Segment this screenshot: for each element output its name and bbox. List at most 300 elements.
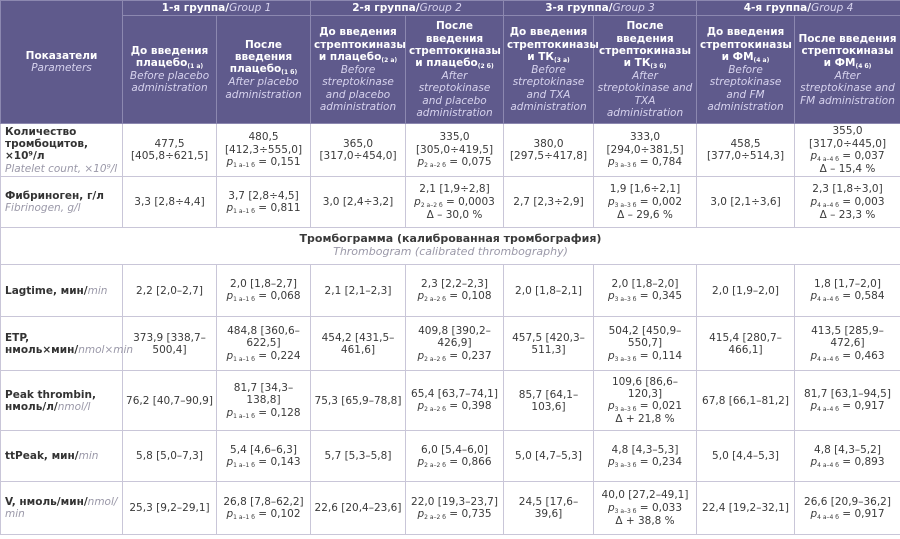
p-text: = 0,234 xyxy=(636,455,683,468)
data-cell xyxy=(406,317,504,371)
p-value xyxy=(220,202,307,215)
p-subscript: 3 а–3 б xyxy=(614,355,637,363)
p-subscript: 1 а–1 б xyxy=(233,355,255,363)
data-cell xyxy=(217,124,311,177)
p-subscript: 1 а–1 б xyxy=(233,207,255,215)
cell-value: 5,0 [4,4–5,3] xyxy=(712,450,779,463)
cell-value: 81,7 [63,1–94,5] xyxy=(804,388,891,401)
cell-value: 109,6 [86,6–120,3] xyxy=(611,375,679,401)
data-cell xyxy=(504,124,594,177)
data-cell xyxy=(504,371,594,431)
p-symbol: p xyxy=(414,195,421,208)
p-text: = 0,102 xyxy=(254,507,301,520)
table-row xyxy=(1,124,900,177)
table-row xyxy=(1,317,900,371)
p-value xyxy=(409,400,500,413)
parameter-name-ru: Lagtime, мин/ xyxy=(5,284,88,297)
p-value xyxy=(220,508,307,521)
data-cell xyxy=(594,431,697,482)
p-value xyxy=(597,290,693,303)
p-subscript: 4 а–4 б xyxy=(817,513,839,521)
p-subscript: 2 а–2 б xyxy=(424,513,446,521)
cell-value: 3,0 [2,4÷3,2] xyxy=(322,196,394,209)
p-value xyxy=(798,400,897,413)
column-header-ru: После введения стрептокиназы и ТК xyxy=(599,20,691,70)
data-cell xyxy=(697,265,795,317)
data-cell xyxy=(594,265,697,317)
cell-value: 415,4 [280,7–466,1] xyxy=(709,331,782,356)
table-row xyxy=(1,265,900,317)
param-header-ru: Показатели xyxy=(25,49,98,62)
cell-value: 355,0 [317,0÷445,0] xyxy=(808,125,887,150)
data-cell xyxy=(123,482,217,535)
column-header-ru: До введения стрептокиназы и ТК xyxy=(507,26,599,63)
p-subscript: 1 а–1 б xyxy=(233,162,255,170)
group-header: 1-я группа/Group 1 xyxy=(123,1,311,16)
p-subscript: 3 а–3 б xyxy=(614,201,637,209)
parameter-name xyxy=(1,265,123,317)
parameter-name-ru: Фибриноген, г/л xyxy=(5,190,104,202)
data-cell xyxy=(504,265,594,317)
p-value xyxy=(409,156,500,169)
parameter-name-ru: ETP, нмоль×мин/ xyxy=(5,331,79,356)
table-row xyxy=(1,431,900,482)
p-text: = 0,021 xyxy=(636,400,683,413)
cell-value: 5,8 [5,0–7,3] xyxy=(136,450,203,463)
data-cell xyxy=(123,317,217,371)
cell-value: 335,0 [305,0÷419,5] xyxy=(415,131,494,156)
parameter-name-ru: Peak thrombin, нмоль/л/ xyxy=(5,388,96,413)
cell-value: 2,3 [1,8÷3,0] xyxy=(812,183,883,196)
column-header-en: After streptokinase and TXA administration xyxy=(597,70,693,119)
p-symbol: p xyxy=(417,455,425,468)
data-cell xyxy=(594,482,697,535)
table-row xyxy=(1,371,900,431)
p-subscript: 2 а–2 б xyxy=(424,406,446,414)
column-header xyxy=(311,16,406,124)
p-text: = 0,033 xyxy=(636,501,683,514)
data-cell xyxy=(311,265,406,317)
cell-value: 22,4 [19,2–32,1] xyxy=(702,502,789,515)
param-header xyxy=(1,1,123,124)
p-subscript: 2 а–2 б xyxy=(424,162,446,170)
column-header-en: Before streptokinase and TXA administration xyxy=(510,64,587,113)
cell-value: 26,6 [20,9–36,2] xyxy=(804,495,891,508)
p-subscript: 3 а–3 б xyxy=(614,507,637,515)
data-cell xyxy=(795,371,900,431)
column-header-code: (1 б) xyxy=(281,69,298,77)
cell-value: 3,7 [2,8÷4,5] xyxy=(228,189,299,202)
p-subscript: 4 а–4 б xyxy=(817,155,839,163)
p-symbol: p xyxy=(607,195,615,208)
cell-value: 2,0 [1,8–2,0] xyxy=(611,278,679,291)
column-header-code: (1 а) xyxy=(187,63,204,71)
data-cell xyxy=(123,265,217,317)
cell-value: 5,0 [4,7–5,3] xyxy=(515,450,582,463)
section-title-ru: Тромбограмма (калиброванная тромбография) xyxy=(299,232,602,246)
p-symbol: p xyxy=(417,349,425,362)
cell-value: 457,5 [420,3–511,3] xyxy=(512,331,585,356)
p-symbol: p xyxy=(810,455,818,468)
p-text: = 0,0003 xyxy=(442,195,495,208)
p-subscript: 2 а–2 б xyxy=(424,296,446,304)
data-cell xyxy=(697,124,795,177)
data-cell xyxy=(697,317,795,371)
column-header-en: After streptokinase and FM administration xyxy=(800,70,895,107)
cell-value: 5,7 [5,3–5,8] xyxy=(324,450,392,463)
group-header: 2-я группа/Group 2 xyxy=(311,1,504,16)
p-text: = 0,002 xyxy=(636,195,683,208)
column-header-en: After streptokinase and placebo administration xyxy=(416,70,493,119)
cell-value: 81,7 [34,3–138,8] xyxy=(233,381,294,407)
p-symbol: p xyxy=(607,156,615,169)
cell-value: 25,3 [9,2–29,1] xyxy=(129,502,210,515)
data-cell xyxy=(217,431,311,482)
p-value xyxy=(409,290,500,303)
p-symbol: p xyxy=(607,455,615,468)
p-subscript: 1 а–1 б xyxy=(233,461,255,469)
cell-value: 1,8 [1,7–2,0] xyxy=(814,278,881,291)
p-subscript: 2 а–2 б xyxy=(420,201,443,209)
cell-value: 26,8 [7,8–62,2] xyxy=(223,495,304,508)
data-cell xyxy=(217,482,311,535)
p-value xyxy=(597,400,693,413)
cell-value: 6,0 [5,4–6,0] xyxy=(421,443,488,456)
p-text: = 0,398 xyxy=(445,400,492,413)
p-value xyxy=(597,350,693,363)
parameter-name-ru: ttPeak, мин/ xyxy=(5,450,79,463)
p-value xyxy=(409,508,500,521)
parameter-name-en: min xyxy=(78,450,99,463)
parameter-name-en: nmol/ min xyxy=(5,496,118,521)
column-header-ru: После введения плацебо xyxy=(229,38,293,76)
cell-value: 365,0 [317,0÷454,0] xyxy=(319,138,397,163)
p-text: = 0,917 xyxy=(838,400,885,413)
delta-value: Δ – 29,6 % xyxy=(617,208,673,221)
cell-value: 413,5 [285,9–472,6] xyxy=(811,324,884,350)
cell-value: 373,9 [338,7–500,4] xyxy=(133,331,206,356)
p-symbol: p xyxy=(226,507,234,520)
p-symbol: p xyxy=(226,349,234,362)
column-header-ru: После введения стрептокиназы и ФМ xyxy=(798,32,897,70)
data-cell xyxy=(504,177,594,228)
p-symbol: p xyxy=(810,349,818,362)
data-cell xyxy=(795,265,900,317)
data-cell xyxy=(311,177,406,228)
p-text: = 0,784 xyxy=(636,156,683,169)
p-text: = 0,003 xyxy=(838,195,885,208)
p-value xyxy=(597,502,693,515)
column-header-code: (2 а) xyxy=(381,56,398,64)
cell-value: 24,5 [17,6–39,6] xyxy=(518,496,579,521)
cell-value: 2,0 [1,8–2,7] xyxy=(230,278,297,291)
table-row xyxy=(1,177,900,228)
p-text: = 0,917 xyxy=(838,507,885,520)
table-row xyxy=(1,482,900,535)
column-header-en: Before streptokinase and placebo administration xyxy=(319,64,397,113)
column-header-code: (4 б) xyxy=(855,63,872,71)
data-cell xyxy=(504,431,594,482)
parameter-name-en: nmol/l xyxy=(57,400,91,413)
data-cell xyxy=(795,317,900,371)
cell-value: 480,5 [412,3÷555,0] xyxy=(224,131,303,156)
column-header-ru: До введения стрептокиназы и ФМ xyxy=(700,26,792,63)
section-title xyxy=(1,228,900,265)
cell-value: 2,3 [2,2–2,3] xyxy=(421,278,488,291)
p-symbol: p xyxy=(417,156,425,169)
section-title-en: Thrombogram (calibrated thrombography) xyxy=(333,245,568,259)
cell-value: 85,7 [64,1–103,6] xyxy=(518,388,579,413)
data-cell xyxy=(697,431,795,482)
cell-value: 2,7 [2,3÷2,9] xyxy=(513,196,584,209)
p-text: = 0,075 xyxy=(445,156,492,169)
p-symbol: p xyxy=(810,195,818,208)
column-header xyxy=(217,16,311,124)
cell-value: 65,4 [63,7–74,1] xyxy=(411,388,498,401)
p-value xyxy=(220,290,307,303)
data-cell xyxy=(217,265,311,317)
delta-value: Δ – 30,0 % xyxy=(426,208,483,221)
parameter-name xyxy=(1,124,123,177)
p-symbol: p xyxy=(417,290,425,303)
p-text: = 0,811 xyxy=(254,201,301,214)
p-subscript: 1 а–1 б xyxy=(233,296,255,304)
data-cell xyxy=(594,177,697,228)
column-header-code: (2 б) xyxy=(477,63,494,71)
cell-value: 2,1 [1,9÷2,8] xyxy=(419,183,490,196)
delta-value: Δ – 23,3 % xyxy=(819,208,876,221)
p-symbol: p xyxy=(417,400,425,413)
cell-value: 1,9 [1,6÷2,1] xyxy=(609,183,681,196)
parameter-name-ru: V, нмоль/мин/ xyxy=(5,496,88,508)
parameter-name-en: Fibrinogen, g/l xyxy=(5,202,81,215)
data-cell xyxy=(406,431,504,482)
data-cell xyxy=(123,371,217,431)
cell-value: 458,5 [377,0÷514,3] xyxy=(706,138,785,163)
data-cell xyxy=(697,371,795,431)
column-header-code: (3 а) xyxy=(553,56,570,64)
p-value xyxy=(409,350,500,363)
p-value xyxy=(409,196,500,209)
p-symbol: p xyxy=(226,406,234,419)
parameter-name xyxy=(1,371,123,431)
p-symbol: p xyxy=(810,149,818,162)
delta-value: Δ + 21,8 % xyxy=(615,413,675,426)
data-cell xyxy=(217,177,311,228)
data-cell xyxy=(795,431,900,482)
parameter-name xyxy=(1,317,134,371)
cell-value: 76,2 [40,7–90,9] xyxy=(126,394,213,407)
p-subscript: 4 а–4 б xyxy=(817,296,839,304)
cell-value: 40,0 [27,2–49,1] xyxy=(601,489,689,502)
p-subscript: 4 а–4 б xyxy=(817,406,839,414)
p-symbol: p xyxy=(607,400,615,413)
p-text: = 0,037 xyxy=(838,149,885,162)
p-subscript: 3 а–3 б xyxy=(614,296,637,304)
data-cell xyxy=(406,482,504,535)
data-cell xyxy=(406,265,504,317)
p-value xyxy=(597,456,693,469)
p-symbol: p xyxy=(607,501,615,514)
p-subscript: 2 а–2 б xyxy=(424,461,446,469)
cell-value: 409,8 [390,2–426,9] xyxy=(418,324,491,350)
data-cell xyxy=(594,371,697,431)
column-header xyxy=(594,16,697,124)
data-cell xyxy=(217,317,311,371)
p-symbol: p xyxy=(226,201,234,214)
column-header xyxy=(504,16,599,124)
data-cell xyxy=(311,317,406,371)
p-subscript: 3 а–3 б xyxy=(614,162,637,170)
p-symbol: p xyxy=(417,507,425,520)
data-cell xyxy=(594,317,697,371)
p-subscript: 4 а–4 б xyxy=(817,201,839,209)
column-header-ru: До введения стрептокиназы и плацебо xyxy=(314,26,406,63)
p-subscript: 4 а–4 б xyxy=(817,355,839,363)
column-header xyxy=(795,16,900,124)
cell-value: 2,0 [1,8–2,1] xyxy=(515,284,582,297)
p-symbol: p xyxy=(607,290,615,303)
p-value xyxy=(220,156,307,169)
data-cell xyxy=(311,431,406,482)
cell-value: 75,3 [65,9–78,8] xyxy=(314,394,402,407)
p-value xyxy=(798,290,897,303)
data-cell xyxy=(311,124,406,177)
p-subscript: 1 а–1 б xyxy=(233,412,255,420)
p-text: = 0,068 xyxy=(254,290,301,303)
p-value xyxy=(220,350,307,363)
data-cell xyxy=(594,124,697,177)
p-text: = 0,866 xyxy=(445,455,492,468)
cell-value: 4,8 [4,3–5,2] xyxy=(814,443,881,456)
data-cell xyxy=(123,124,217,177)
data-cell xyxy=(217,371,311,431)
parameter-name-ru: Количество тромбоцитов, ×10⁹/л xyxy=(5,125,89,163)
parameter-name xyxy=(1,177,123,228)
delta-value: Δ – 15,4 % xyxy=(819,162,876,175)
column-header-en: Before streptokinase and FM administration xyxy=(707,64,784,113)
p-subscript: 3 а–3 б xyxy=(614,406,637,414)
p-value xyxy=(597,156,693,169)
data-cell xyxy=(795,177,900,228)
p-text: = 0,735 xyxy=(445,507,492,520)
p-value xyxy=(798,150,897,163)
p-value xyxy=(798,456,897,469)
data-cell xyxy=(406,371,504,431)
cell-value: 2,1 [2,1–2,3] xyxy=(324,284,392,297)
parameter-name xyxy=(1,482,123,535)
p-text: = 0,114 xyxy=(636,349,683,362)
data-cell xyxy=(123,177,217,228)
p-symbol: p xyxy=(226,455,234,468)
group-header: 3-я группа/Group 3 xyxy=(504,1,697,16)
p-symbol: p xyxy=(226,156,234,169)
cell-value: 454,2 [431,5–461,6] xyxy=(321,331,395,356)
p-text: = 0,463 xyxy=(838,349,885,362)
p-text: = 0,893 xyxy=(838,455,885,468)
p-text: = 0,151 xyxy=(254,156,301,169)
p-symbol: p xyxy=(810,290,818,303)
parameter-name-en: nmol×min xyxy=(78,343,134,356)
data-cell xyxy=(311,371,406,431)
column-header-en: After placebo administration xyxy=(225,76,302,101)
column-header xyxy=(697,16,795,124)
p-symbol: p xyxy=(810,507,818,520)
cell-value: 477,5 [405,8÷621,5] xyxy=(130,138,209,163)
p-text: = 0,108 xyxy=(445,290,492,303)
group-header: 4-я группа/Group 4 xyxy=(697,1,900,16)
data-cell xyxy=(795,124,900,177)
cell-value: 2,0 [1,9–2,0] xyxy=(712,284,779,297)
data-cell xyxy=(406,177,504,228)
column-header xyxy=(406,16,504,124)
data-cell xyxy=(311,482,406,535)
section-row xyxy=(1,228,900,265)
p-text: = 0,143 xyxy=(254,455,301,468)
p-symbol: p xyxy=(810,400,818,413)
p-subscript: 2 а–2 б xyxy=(424,355,446,363)
cell-value: 2,2 [2,0–2,7] xyxy=(136,284,203,297)
cell-value: 5,4 [4,6–6,3] xyxy=(230,443,297,456)
cell-value: 3,3 [2,8÷4,4] xyxy=(134,196,205,209)
column-header-en: Before placebo administration xyxy=(129,70,210,95)
parameter-name-en: Platelet count, ×10⁹/l xyxy=(5,162,118,175)
p-value xyxy=(798,508,897,521)
p-symbol: p xyxy=(226,290,234,303)
data-cell xyxy=(795,482,900,535)
p-subscript: 3 а–3 б xyxy=(614,461,637,469)
data-cell xyxy=(697,177,795,228)
delta-value: Δ + 38,8 % xyxy=(615,514,675,527)
cell-value: 22,0 [19,3–23,7] xyxy=(411,495,498,508)
p-text: = 0,584 xyxy=(838,290,885,303)
p-text: = 0,128 xyxy=(254,406,301,419)
p-text: = 0,345 xyxy=(636,290,683,303)
cell-value: 3,0 [2,1÷3,6] xyxy=(710,196,781,209)
cell-value: 333,0 [294,0÷381,5] xyxy=(606,131,684,156)
p-text: = 0,237 xyxy=(445,349,492,362)
cell-value: 380,0 [297,5÷417,8] xyxy=(509,138,588,163)
p-value xyxy=(409,456,500,469)
param-header-en: Parameters xyxy=(31,62,92,75)
p-value xyxy=(798,196,897,209)
data-cell xyxy=(406,124,504,177)
p-value xyxy=(798,350,897,363)
p-value xyxy=(220,456,307,469)
column-header xyxy=(123,16,217,124)
cell-value: 67,8 [66,1–81,2] xyxy=(702,394,789,407)
column-header-ru: После введения стрептокиназы и плацебо xyxy=(409,20,501,70)
p-symbol: p xyxy=(607,349,615,362)
column-header-code: (4 а) xyxy=(753,56,770,64)
parameter-name-en: min xyxy=(87,284,108,297)
cell-value: 4,8 [4,3–5,3] xyxy=(611,443,679,456)
parameter-name xyxy=(1,431,123,482)
column-header-ru: До введения плацебо xyxy=(130,44,209,70)
cell-value: 22,6 [20,4–23,6] xyxy=(314,502,402,515)
data-cell xyxy=(504,482,594,535)
cell-value: 484,8 [360,6–622,5] xyxy=(227,324,300,350)
data-cell xyxy=(123,431,217,482)
p-subscript: 4 а–4 б xyxy=(817,461,839,469)
p-value xyxy=(220,407,307,420)
data-cell xyxy=(697,482,795,535)
p-text: = 0,224 xyxy=(254,349,301,362)
column-header-code: (3 б) xyxy=(650,63,667,71)
p-subscript: 1 а–1 б xyxy=(233,513,255,521)
p-value xyxy=(597,196,693,209)
data-cell xyxy=(504,317,594,371)
